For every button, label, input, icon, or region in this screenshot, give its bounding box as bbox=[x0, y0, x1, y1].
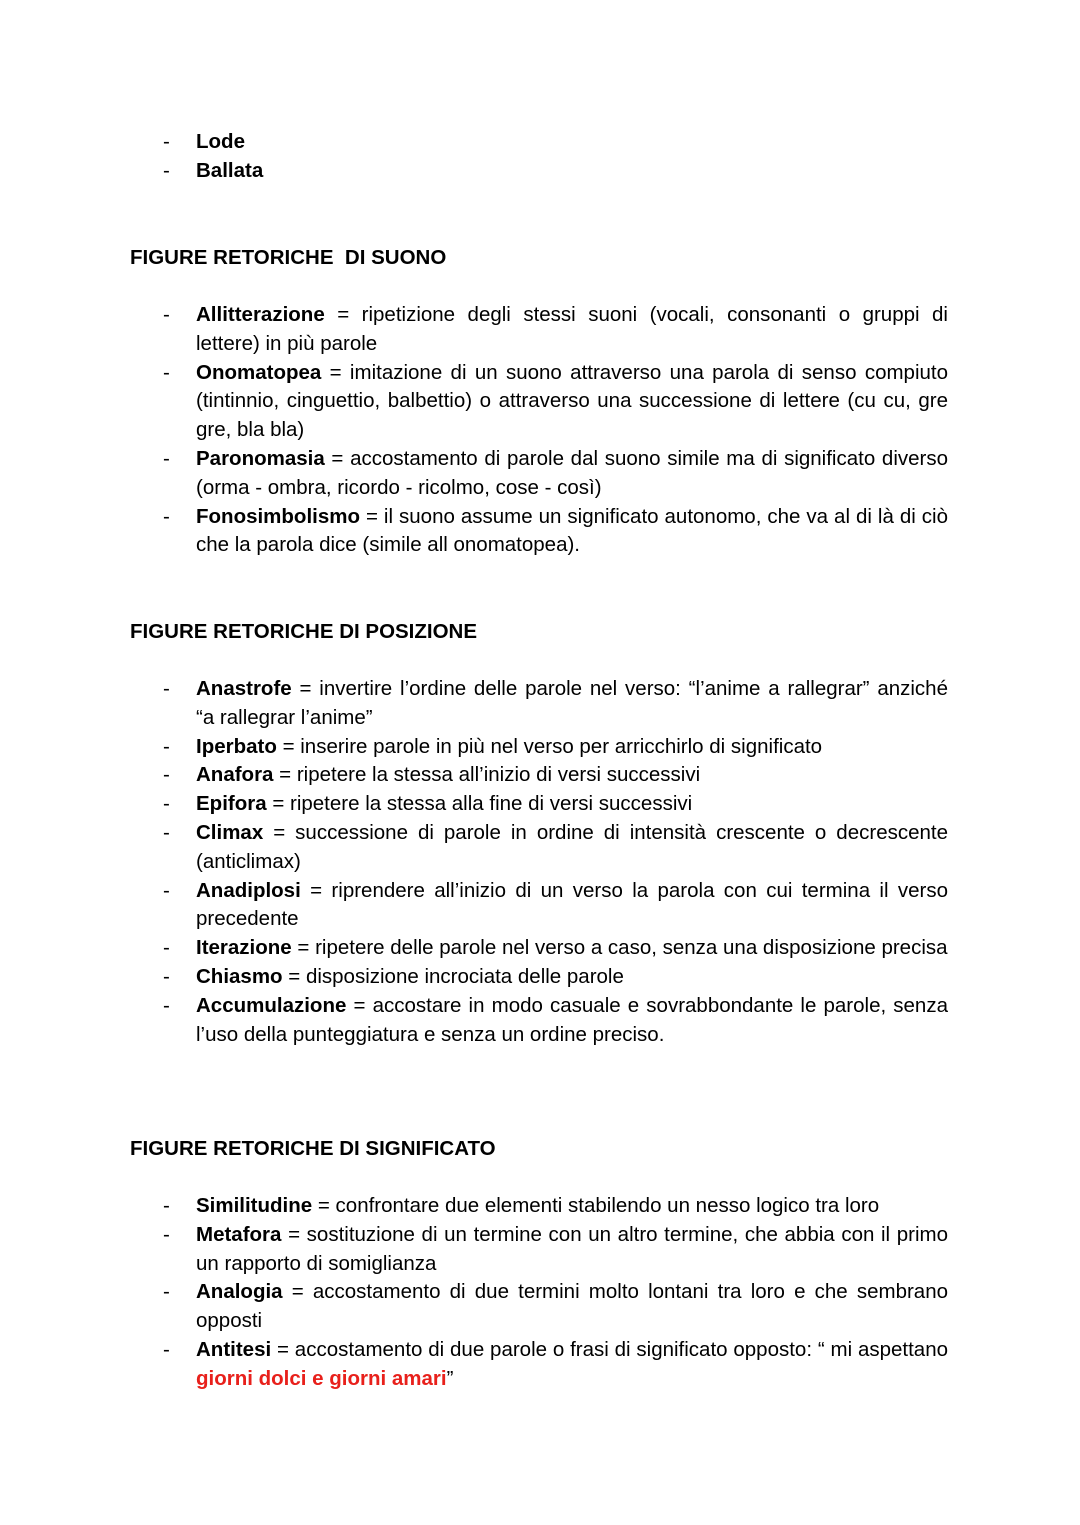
dash-bullet: - bbox=[163, 993, 170, 1017]
term: Antitesi bbox=[196, 1337, 272, 1361]
dash-bullet: - bbox=[163, 504, 170, 528]
section-list-posizione bbox=[130, 675, 948, 1049]
section-title-significato: FIGURE RETORICHE DI SIGNIFICATO bbox=[130, 1137, 496, 1160]
list-item bbox=[130, 157, 948, 186]
definition: = successione di parole in ordine di intensità crescente o decrescente (anticlimax) bbox=[196, 820, 948, 873]
term: Epifora bbox=[196, 792, 267, 816]
intro-list bbox=[130, 128, 948, 186]
list-item bbox=[130, 790, 948, 819]
list-item bbox=[130, 503, 948, 561]
definition: = invertire l’ordine delle parole nel verso: “l’anime a rallegrar” anziché “a rallegrar l’anime” bbox=[196, 677, 948, 729]
dash-bullet: - bbox=[163, 1194, 170, 1217]
definition: = riprendere all’inizio di un verso la parola con cui termina il verso precedente bbox=[196, 878, 948, 931]
dash-bullet: - bbox=[163, 158, 170, 182]
term: Fonosimbolismo bbox=[196, 504, 360, 528]
dash-bullet: - bbox=[163, 1280, 170, 1304]
dash-bullet: - bbox=[163, 820, 170, 844]
term: Iterazione bbox=[196, 936, 292, 960]
term: Similitudine bbox=[196, 1194, 313, 1217]
definition: = ripetizione degli stessi suoni (vocali, consonanti o gruppi di lettere) in più parole bbox=[196, 303, 948, 355]
list-item bbox=[130, 877, 948, 935]
definition: = ripetere delle parole nel verso a caso, senza una disposizione precisa bbox=[291, 936, 948, 960]
highlighted-example: giorni dolci e giorni amari bbox=[196, 1366, 447, 1390]
definition: = accostamento di due parole o frasi di significato opposto: “ mi aspettano bbox=[271, 1337, 948, 1361]
section-title-posizione: FIGURE RETORICHE DI POSIZIONE bbox=[130, 620, 478, 643]
definition: = ripetere la stessa all’inizio di versi successivi bbox=[273, 763, 701, 787]
list-item bbox=[130, 359, 948, 445]
term: Anastrofe bbox=[196, 677, 292, 700]
term: Anadiplosi bbox=[196, 878, 301, 902]
dash-bullet: - bbox=[163, 936, 170, 960]
list-item bbox=[130, 301, 948, 359]
dash-bullet: - bbox=[163, 677, 170, 700]
term: Onomatopea bbox=[196, 360, 322, 384]
list-item bbox=[130, 963, 948, 992]
list-item bbox=[130, 675, 948, 733]
list-item bbox=[130, 1221, 948, 1279]
dash-bullet: - bbox=[163, 1222, 170, 1246]
list-item bbox=[130, 1278, 948, 1336]
list-item bbox=[130, 1192, 948, 1221]
term: Chiasmo bbox=[196, 964, 283, 988]
section-list-significato bbox=[130, 1192, 948, 1394]
term: Allitterazione bbox=[196, 303, 325, 326]
term: Climax bbox=[196, 820, 264, 844]
definition: = inserire parole in più nel verso per arricchirlo di significato bbox=[276, 734, 823, 758]
dash-bullet: - bbox=[163, 446, 170, 470]
closing-quote: ” bbox=[446, 1366, 454, 1390]
definition: = confrontare due elementi stabilendo un nesso logico tra loro bbox=[312, 1194, 880, 1217]
definition: = accostamento di due termini molto lontani tra loro e che sembrano opposti bbox=[196, 1280, 948, 1333]
dash-bullet: - bbox=[163, 763, 170, 787]
term: Metafora bbox=[196, 1222, 282, 1246]
term: Lode bbox=[196, 130, 245, 153]
list-item bbox=[130, 1336, 948, 1394]
list-item bbox=[130, 761, 948, 790]
definition: = imitazione di un suono attraverso una parola di senso compiuto (tintinnio, cinguettio, balbettio) o attraverso una successione di lettere (cu cu, gre gre, bla bla) bbox=[196, 360, 948, 442]
term: Analogia bbox=[196, 1280, 283, 1304]
dash-bullet: - bbox=[163, 1337, 170, 1361]
dash-bullet: - bbox=[163, 792, 170, 816]
term: Ballata bbox=[196, 158, 264, 182]
definition: = accostare in modo casuale e sovrabbondante le parole, senza l’uso della punteggiatura e senza un ordine preciso. bbox=[196, 993, 948, 1046]
list-item bbox=[130, 934, 948, 963]
definition: = sostituzione di un termine con un altro termine, che abbia con il primo un rapporto di somiglianza bbox=[196, 1222, 948, 1275]
dash-bullet: - bbox=[163, 130, 170, 153]
term: Paronomasia bbox=[196, 446, 325, 470]
list-item bbox=[130, 819, 948, 877]
dash-bullet: - bbox=[163, 878, 170, 902]
definition: = ripetere la stessa alla fine di versi successivi bbox=[266, 792, 693, 816]
dash-bullet: - bbox=[163, 964, 170, 988]
dash-bullet: - bbox=[163, 734, 170, 758]
section-list-suono bbox=[130, 301, 948, 560]
list-item bbox=[130, 733, 948, 762]
term: Anafora bbox=[196, 763, 274, 787]
term: Accumulazione bbox=[196, 993, 347, 1017]
list-item bbox=[130, 128, 948, 157]
dash-bullet: - bbox=[163, 360, 170, 384]
definition: = disposizione incrociata delle parole bbox=[282, 964, 624, 988]
definition: = il suono assume un significato autonomo, che va al di là di ciò che la parola dice (simile all onomatopea). bbox=[196, 504, 948, 557]
dash-bullet: - bbox=[163, 303, 170, 326]
list-item bbox=[130, 445, 948, 503]
section-title-suono: FIGURE RETORICHE DI SUONO bbox=[130, 246, 447, 269]
definition: = accostamento di parole dal suono simile ma di significato diverso (orma - ombra, ricordo - ricolmo, cose - così) bbox=[196, 446, 948, 499]
term: Iperbato bbox=[196, 734, 277, 758]
list-item bbox=[130, 992, 948, 1050]
